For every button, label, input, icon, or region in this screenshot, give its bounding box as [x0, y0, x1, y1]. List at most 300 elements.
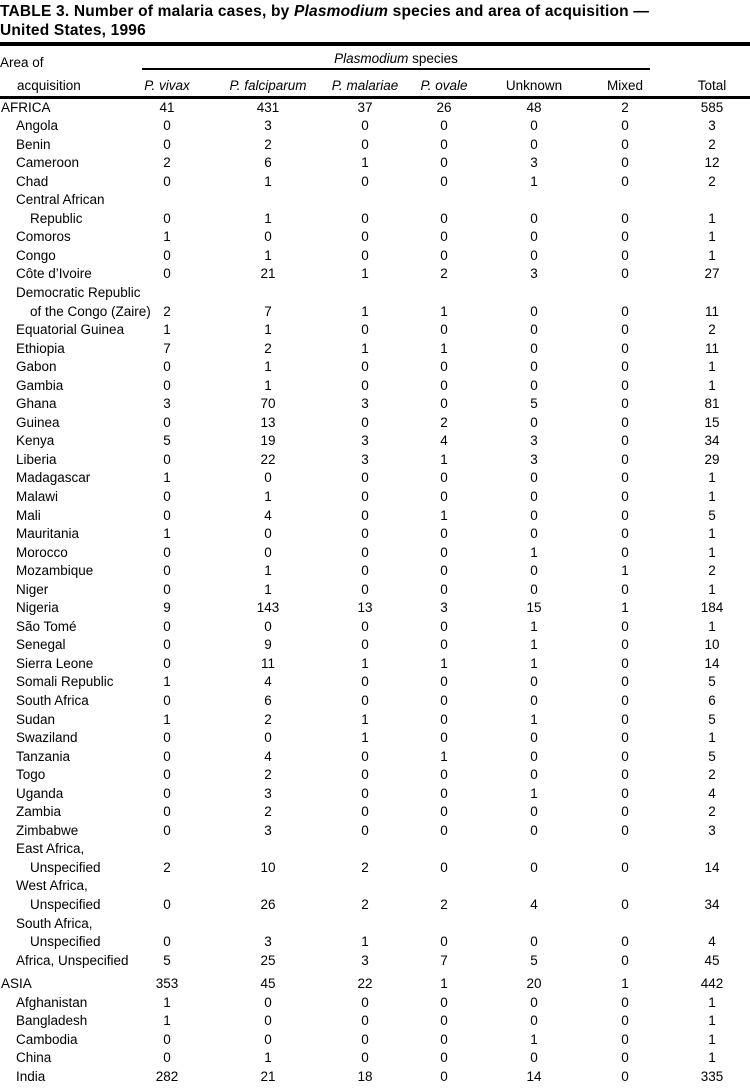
row-total-value: 11	[705, 340, 720, 356]
row-value	[118, 877, 216, 896]
row-value: 0	[163, 655, 171, 671]
row-value: 0	[440, 488, 448, 504]
row-value: 1	[163, 322, 171, 338]
row-value: 1	[530, 655, 538, 671]
row-value: 0	[621, 210, 629, 226]
row-value: 0	[621, 1031, 629, 1047]
row-value: 0	[361, 377, 369, 393]
row-value: 0	[530, 581, 538, 597]
table-row	[0, 395, 750, 414]
row-value: 0	[163, 1031, 171, 1047]
row-label: Unspecified	[30, 859, 101, 875]
row-value: 3	[163, 396, 171, 412]
row-total-value: 15	[704, 414, 720, 430]
row-value: 0	[621, 247, 629, 263]
row-value: 0	[530, 377, 538, 393]
species-group-label	[142, 51, 650, 70]
row-value: 25	[260, 952, 276, 968]
row-value: 7	[440, 952, 448, 968]
table-row	[0, 636, 750, 655]
row-total-value	[660, 191, 750, 210]
row-total-value: 1	[708, 470, 716, 486]
malaria-table	[0, 42, 750, 1086]
table-body	[0, 97, 750, 1086]
row-label: Central African	[16, 192, 105, 208]
row-value: 41	[159, 99, 175, 115]
row-value: 0	[621, 451, 629, 467]
row-value	[478, 915, 590, 934]
row-value: 9	[264, 637, 272, 653]
row-value: 0	[361, 785, 369, 801]
row-value: 0	[621, 396, 629, 412]
row-label: Mozambique	[16, 563, 94, 579]
row-total-value: 1	[708, 210, 716, 226]
row-value: 21	[260, 1068, 276, 1084]
row-value: 0	[361, 210, 369, 226]
table-header	[0, 44, 750, 97]
row-value	[590, 840, 660, 859]
row-value: 1	[361, 266, 369, 282]
row-value: 1	[530, 711, 538, 727]
row-value: 0	[163, 266, 171, 282]
row-value: 0	[361, 581, 369, 597]
row-value: 0	[530, 526, 538, 542]
row-value: 1	[621, 563, 629, 579]
table-row	[0, 896, 750, 915]
table-row	[0, 803, 750, 822]
row-value: 1	[440, 340, 448, 356]
row-label: Morocco	[16, 544, 68, 560]
table-row	[0, 562, 750, 581]
row-value: 0	[361, 748, 369, 764]
row-value	[410, 284, 478, 303]
row-value: 13	[260, 414, 276, 430]
row-value: 0	[621, 748, 629, 764]
row-total-value: 5	[708, 507, 716, 523]
row-label: Gabon	[16, 359, 57, 375]
row-value	[410, 840, 478, 859]
row-value: 0	[621, 433, 629, 449]
row-label: Zimbabwe	[16, 822, 79, 838]
row-value: 48	[526, 99, 542, 115]
table-row	[0, 877, 750, 896]
row-value: 0	[361, 414, 369, 430]
table-row	[0, 469, 750, 488]
row-value: 0	[621, 155, 629, 171]
row-value: 0	[163, 748, 171, 764]
row-value: 0	[530, 118, 538, 134]
row-total-value: 11	[705, 303, 720, 319]
row-total-value: 1	[708, 526, 716, 542]
row-total-value: 81	[704, 396, 720, 412]
row-value: 0	[361, 994, 369, 1010]
row-value: 0	[163, 693, 171, 708]
row-value: 0	[440, 470, 448, 486]
row-value: 0	[440, 785, 448, 801]
table-row	[0, 173, 750, 192]
row-label: Equatorial Guinea	[16, 322, 125, 338]
row-value: 0	[361, 359, 369, 375]
row-value: 0	[440, 767, 448, 783]
row-value: 0	[163, 618, 171, 634]
table-row	[0, 618, 750, 637]
row-value: 0	[163, 785, 171, 801]
row-value: 0	[440, 526, 448, 542]
row-value: 0	[621, 526, 629, 542]
row-value: 0	[621, 711, 629, 727]
row-label: East Africa,	[16, 841, 85, 857]
row-value: 0	[530, 488, 538, 504]
row-value: 0	[530, 136, 538, 152]
row-value: 0	[440, 377, 448, 393]
row-value: 0	[264, 618, 272, 634]
row-value: 0	[440, 674, 448, 690]
row-value: 0	[621, 470, 629, 486]
row-value: 0	[440, 618, 448, 634]
table-row	[0, 933, 750, 952]
row-value: 0	[361, 618, 369, 634]
row-label: Uganda	[16, 785, 64, 801]
row-value: 0	[361, 767, 369, 783]
row-total-value	[660, 840, 750, 859]
row-value: 0	[163, 488, 171, 504]
row-value	[590, 191, 660, 210]
row-value: 0	[621, 414, 629, 430]
row-value: 2	[440, 897, 448, 913]
row-value: 0	[621, 897, 629, 913]
row-value	[216, 840, 320, 859]
table-row	[0, 581, 750, 600]
row-total-value: 1	[708, 994, 716, 1010]
row-value: 13	[357, 600, 373, 616]
row-total-value: 1	[708, 581, 716, 597]
row-label: India	[16, 1068, 46, 1084]
row-value: 2	[163, 859, 171, 875]
row-value: 1	[530, 1031, 538, 1047]
row-value: 0	[361, 544, 369, 560]
row-label: Cameroon	[16, 155, 80, 171]
row-value: 1	[530, 637, 538, 653]
row-label: South Africa,	[16, 915, 93, 931]
row-value: 0	[163, 377, 171, 393]
row-value: 1	[264, 247, 272, 263]
table-row	[0, 655, 750, 674]
row-label: Mauritania	[16, 526, 80, 542]
row-total-value: 6	[708, 693, 716, 708]
species-group-genus: Plasmodium	[334, 51, 409, 66]
row-value: 0	[530, 507, 538, 523]
row-value: 0	[361, 674, 369, 690]
row-value: 0	[163, 822, 171, 838]
row-value: 5	[163, 952, 171, 968]
row-value: 0	[361, 1050, 369, 1066]
table-row	[0, 97, 750, 117]
row-value: 1	[264, 359, 272, 375]
row-value: 3	[361, 952, 369, 968]
row-total-value: 1	[708, 377, 716, 393]
row-total-value: 34	[704, 897, 720, 913]
row-value: 1	[361, 730, 369, 746]
row-value: 0	[621, 618, 629, 634]
row-value: 1	[440, 748, 448, 764]
row-value: 0	[621, 359, 629, 375]
row-value: 3	[361, 451, 369, 467]
row-value: 0	[163, 507, 171, 523]
row-value: 0	[621, 118, 629, 134]
row-value: 0	[440, 544, 448, 560]
row-value: 0	[621, 1013, 629, 1029]
row-value: 10	[260, 859, 276, 875]
row-value: 0	[264, 544, 272, 560]
row-total-value: 1	[708, 1031, 716, 1047]
row-label: Bangladesh	[16, 1013, 88, 1029]
row-value: 0	[361, 507, 369, 523]
table-title-genus: Plasmodium	[293, 3, 389, 20]
row-total-value: 1	[708, 544, 716, 560]
row-value: 0	[621, 266, 629, 282]
table-row	[0, 1068, 750, 1087]
row-total-value: 335	[700, 1068, 724, 1084]
row-value: 0	[530, 748, 538, 764]
row-total-value: 3	[708, 118, 716, 134]
table-row	[0, 210, 750, 229]
row-value: 0	[361, 136, 369, 152]
row-value: 1	[163, 526, 171, 542]
table-row	[0, 507, 750, 526]
row-value: 0	[621, 377, 629, 393]
table-row	[0, 729, 750, 748]
row-value	[410, 915, 478, 934]
table-row	[0, 451, 750, 470]
row-value: 0	[361, 822, 369, 838]
row-total-value: 2	[708, 563, 716, 579]
row-value	[410, 191, 478, 210]
col-header-total: Total	[660, 70, 750, 97]
row-label: Liberia	[16, 451, 57, 467]
row-value: 1	[264, 563, 272, 579]
row-total-value: 585	[700, 99, 724, 115]
row-total-value: 184	[700, 600, 724, 616]
row-label: Comoros	[16, 229, 71, 245]
row-label: AFRICA	[1, 99, 51, 115]
row-value	[320, 284, 410, 303]
table-row	[0, 432, 750, 451]
row-value: 0	[440, 934, 448, 950]
row-value: 1	[163, 1013, 171, 1029]
row-value: 0	[530, 822, 538, 838]
row-value: 0	[530, 730, 538, 746]
row-value: 0	[621, 136, 629, 152]
row-label: Africa, Unspecified	[16, 952, 129, 968]
row-value: 0	[621, 994, 629, 1010]
table-row	[0, 822, 750, 841]
row-value: 0	[530, 994, 538, 1010]
row-label: Tanzania	[16, 748, 71, 764]
row-value: 0	[621, 340, 629, 356]
row-value: 1	[264, 488, 272, 504]
row-value: 0	[530, 563, 538, 579]
row-value: 1	[163, 711, 171, 727]
row-value: 22	[260, 451, 276, 467]
table-row	[0, 154, 750, 173]
row-value: 0	[361, 118, 369, 134]
row-value	[216, 877, 320, 896]
area-header-line2: acquisition	[0, 70, 118, 97]
row-value: 0	[621, 322, 629, 338]
row-label: Ghana	[16, 396, 57, 412]
row-value: 1	[264, 581, 272, 597]
row-value: 0	[621, 655, 629, 671]
row-value: 0	[361, 804, 369, 820]
table-title-prefix: TABLE 3. Number of malaria cases, by	[0, 3, 294, 20]
row-value: 4	[530, 897, 538, 913]
row-value: 4	[264, 507, 272, 523]
row-value: 0	[530, 359, 538, 375]
row-total-value: 14	[704, 655, 720, 671]
row-label: Kenya	[16, 433, 55, 449]
row-value: 0	[621, 544, 629, 560]
table-row	[0, 748, 750, 767]
row-value: 1	[264, 322, 272, 338]
row-value: 0	[163, 118, 171, 134]
row-value: 3	[361, 396, 369, 412]
row-value	[590, 284, 660, 303]
row-value: 0	[621, 767, 629, 783]
row-value: 143	[256, 600, 280, 616]
row-value: 1	[530, 544, 538, 560]
row-value	[118, 191, 216, 210]
row-label: Unspecified	[30, 897, 101, 913]
row-value: 0	[530, 414, 538, 430]
row-value	[478, 191, 590, 210]
row-value: 0	[440, 822, 448, 838]
row-value: 0	[621, 1050, 629, 1066]
table-row	[0, 247, 750, 266]
row-value: 2	[264, 340, 272, 356]
table-row	[0, 414, 750, 433]
row-value: 5	[163, 433, 171, 449]
row-value: 5	[530, 952, 538, 968]
row-value: 0	[440, 693, 448, 708]
row-value: 3	[264, 785, 272, 801]
row-value: 2	[361, 859, 369, 875]
row-value: 0	[621, 693, 629, 708]
row-value	[478, 284, 590, 303]
table-row	[0, 840, 750, 859]
row-value: 0	[361, 322, 369, 338]
row-value: 0	[440, 1031, 448, 1047]
table-row	[0, 599, 750, 618]
table-title-line2: United States, 1996	[0, 22, 146, 39]
row-value: 4	[440, 433, 448, 449]
row-value: 2	[264, 804, 272, 820]
row-value	[118, 915, 216, 934]
table-row	[0, 915, 750, 934]
row-total-value: 1	[708, 488, 716, 504]
table-row	[0, 994, 750, 1013]
table-row	[0, 191, 750, 210]
row-total-value	[660, 915, 750, 934]
row-value: 1	[440, 976, 448, 992]
row-value: 0	[440, 359, 448, 375]
row-value: 14	[526, 1068, 542, 1084]
row-label: Senegal	[16, 637, 66, 653]
row-value: 0	[530, 804, 538, 820]
table-row	[0, 711, 750, 730]
row-value: 3	[530, 266, 538, 282]
row-total-value: 5	[708, 748, 716, 764]
row-label: Mali	[16, 507, 41, 523]
header-spacer	[660, 44, 750, 70]
table-row	[0, 1012, 750, 1031]
row-total-value: 1	[708, 618, 716, 634]
row-value: 0	[440, 173, 448, 189]
row-value: 0	[530, 303, 538, 319]
row-value: 0	[530, 934, 538, 950]
row-label: China	[16, 1050, 52, 1066]
table-row	[0, 970, 750, 994]
row-value: 0	[440, 210, 448, 226]
row-value: 0	[163, 359, 171, 375]
row-value: 1	[530, 785, 538, 801]
row-value: 0	[440, 155, 448, 171]
row-value: 0	[264, 229, 272, 245]
row-value: 0	[621, 173, 629, 189]
row-value: 2	[264, 136, 272, 152]
row-value: 0	[361, 563, 369, 579]
row-value: 0	[361, 1031, 369, 1047]
row-total-value: 34	[704, 433, 720, 449]
row-value	[590, 877, 660, 896]
row-value: 0	[530, 767, 538, 783]
row-value	[320, 877, 410, 896]
table-row	[0, 265, 750, 284]
row-value: 1	[361, 655, 369, 671]
row-total-value: 45	[704, 952, 720, 968]
row-value: 0	[530, 1013, 538, 1029]
row-value: 1	[361, 155, 369, 171]
row-value	[478, 877, 590, 896]
row-value: 3	[530, 451, 538, 467]
row-label: of the Congo (Zaire)	[30, 303, 151, 319]
table-row	[0, 117, 750, 136]
row-value: 0	[440, 322, 448, 338]
table-row	[0, 766, 750, 785]
row-value: 0	[264, 470, 272, 486]
row-value: 0	[163, 173, 171, 189]
row-value	[320, 191, 410, 210]
row-label: Cambodia	[16, 1031, 78, 1047]
row-value: 0	[440, 859, 448, 875]
row-label: Somali Republic	[16, 674, 114, 690]
row-value: 0	[163, 414, 171, 430]
row-value: 1	[440, 303, 448, 319]
row-value: 7	[163, 340, 171, 356]
row-total-value: 442	[700, 976, 724, 992]
row-label: Swaziland	[16, 730, 78, 746]
row-total-value: 2	[708, 767, 716, 783]
table-row	[0, 673, 750, 692]
row-value: 7	[264, 303, 272, 319]
row-value: 3	[361, 433, 369, 449]
table-title-line1	[0, 3, 649, 20]
row-value: 21	[260, 266, 276, 282]
row-value: 2	[264, 767, 272, 783]
row-label: Benin	[16, 136, 51, 152]
row-value: 4	[264, 674, 272, 690]
row-value: 20	[526, 976, 542, 992]
col-header-p-ovale: P. ovale	[410, 70, 478, 97]
